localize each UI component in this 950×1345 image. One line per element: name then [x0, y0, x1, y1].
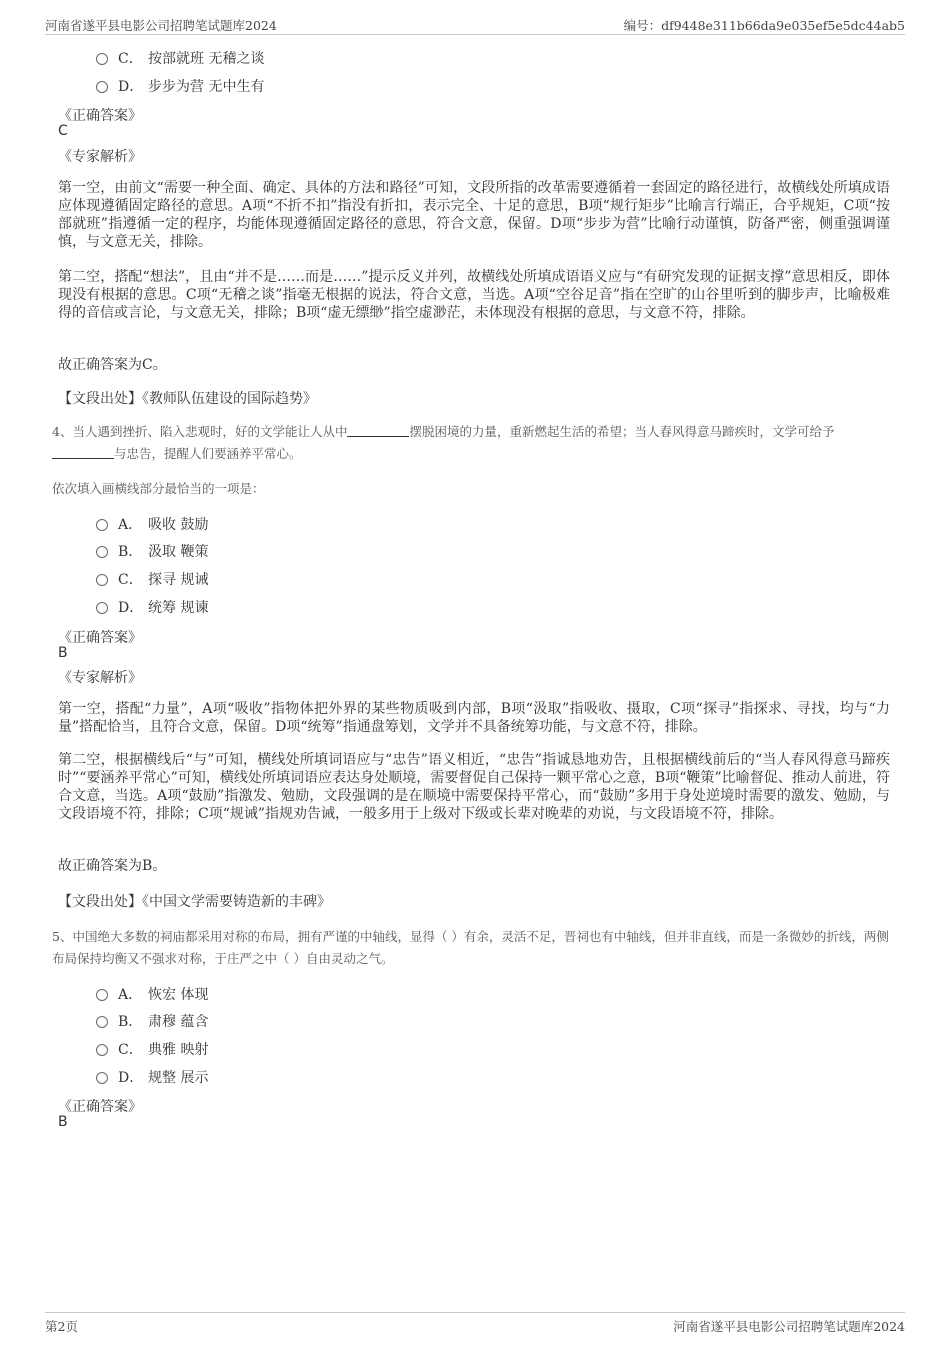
option-a[interactable] [96, 984, 208, 1004]
answer-value: C [58, 123, 68, 139]
source-citation: 【文段出处】《中国文学需要铸造新的丰碑》 [58, 894, 331, 910]
answer-label: 《正确答案》 [58, 108, 142, 124]
option-c[interactable] [96, 569, 208, 589]
radio-icon[interactable] [96, 81, 108, 93]
source-citation: 【文段出处】《教师队伍建设的国际趋势》 [58, 391, 317, 407]
option-text: 探寻 规诫 [148, 572, 209, 588]
page-number: 第2页 [45, 1319, 78, 1334]
option-letter: C． [118, 1042, 143, 1058]
answer-value: B [58, 645, 68, 661]
option-d[interactable] [96, 597, 208, 617]
stem-part: 与忠告，提醒人们要涵养平常心。 [114, 446, 302, 461]
option-text: 肃穆 蕴含 [148, 1014, 209, 1030]
answer-label: 《正确答案》 [58, 1099, 142, 1115]
page-header [45, 14, 905, 35]
option-b[interactable] [96, 1011, 208, 1031]
radio-icon[interactable] [96, 546, 108, 558]
question-instruction: 依次填入画横线部分最恰当的一项是： [52, 481, 265, 496]
radio-icon[interactable] [96, 574, 108, 586]
option-letter: B． [118, 544, 143, 560]
radio-icon[interactable] [96, 53, 108, 65]
option-text: 典雅 映射 [148, 1042, 209, 1058]
answer-value: B [58, 1114, 68, 1130]
question-stem [52, 421, 897, 465]
radio-icon[interactable] [96, 519, 108, 531]
radio-icon[interactable] [96, 989, 108, 1001]
header-code [624, 16, 905, 34]
option-c[interactable] [96, 1039, 208, 1059]
analysis-paragraph: 第一空，由前文“需要一种全面、确定、具体的方法和路径”可知，文段所指的改革需要遵循着一套固定的路径进行，故横线处所填成语应体现遵循固定路径的意思。A项“不折不扣”指没有折扣，表示完全、十足的意思，B项“规行矩步”比喻言行端正，合乎规矩，C项“按部就班”指遵循一定的程序，均能体现遵循固定路径的意思，符合文意，保留。D项“步步为营”比喻行动谨慎，防备严密，侧重强调谨慎，与文意无关，排除。 [58, 180, 890, 250]
option-text: 吸收 鼓励 [148, 517, 209, 533]
option-letter: A． [118, 517, 143, 533]
option-letter: C． [118, 51, 143, 67]
header-code-label: 编号： [623, 18, 662, 33]
blank-line [52, 445, 114, 459]
header-code-value: df9448e311b66da9e035ef5e5dc44ab5 [661, 18, 905, 33]
blank-line [347, 423, 409, 437]
analysis-label: 《专家解析》 [58, 149, 142, 165]
option-text: 步步为营 无中生有 [148, 79, 265, 95]
analysis-paragraph: 第二空，根据横线后“与”可知，横线处所填词语应与“忠告”语义相近，“忠告”指诚恳地劝告，且根据横线前后的“当人春风得意马蹄疾时”“要涵养平常心”可知，横线处所填词语应表达身处顺境，需要督促自己保持一颗平常心之意，B项“鞭策”比喻督促、推动人前进，符合文意，当选。A项“鼓励”指激发、勉励，文段强调的是在顺境中需要保持平常心，而“鼓励”多用于身处逆境时需要的激发、勉励，与文段语境不符，排除；C项“规诫”指规劝告诫，一般多用于上级对下级或长辈对晚辈的劝说，与文段语境不符，排除。 [58, 752, 890, 822]
radio-icon[interactable] [96, 1044, 108, 1056]
radio-icon[interactable] [96, 1072, 108, 1084]
option-text: 统筹 规谏 [148, 600, 209, 616]
analysis-paragraph: 第一空，搭配“力量”，A项“吸收”指物体把外界的某些物质吸到内部，B项“汲取”指吸收、摄取，C项“探寻”指探求、寻找，均与“力量”搭配恰当，且符合文意，保留。D项“统筹”指通盘筹划，文学并不具备统筹功能，与文意不符，排除。 [58, 701, 890, 735]
conclusion: 故正确答案为B。 [58, 858, 167, 874]
page-footer [45, 1312, 905, 1335]
answer-label: 《正确答案》 [58, 630, 142, 646]
option-text: 按部就班 无稽之谈 [148, 51, 265, 67]
header-title: 河南省遂平县电影公司招聘笔试题库2024 [45, 18, 277, 33]
analysis-label: 《专家解析》 [58, 670, 142, 686]
footer-title: 河南省遂平县电影公司招聘笔试题库2024 [673, 1319, 905, 1334]
stem-part: 摆脱困境的力量，重新燃起生活的希望；当人春风得意马蹄疾时，文学可给予 [409, 424, 835, 439]
option-a[interactable] [96, 514, 208, 534]
option-letter: A． [118, 987, 143, 1003]
option-c[interactable] [96, 48, 264, 68]
option-text: 恢宏 体现 [148, 987, 209, 1003]
option-letter: B． [118, 1014, 143, 1030]
option-letter: D． [118, 79, 144, 95]
question-stem: 5、中国绝大多数的祠庙都采用对称的布局，拥有严谨的中轴线，显得（ ）有余，灵活不足，晋祠也有中轴线，但并非直线，而是一条微妙的折线，两侧布局保持均衡又不强求对称，于庄严之中（ ）自由灵动之气。 [52, 929, 889, 966]
option-letter: C． [118, 572, 143, 588]
option-d[interactable] [96, 76, 264, 96]
option-b[interactable] [96, 541, 208, 561]
radio-icon[interactable] [96, 602, 108, 614]
option-letter: D． [118, 600, 144, 616]
stem-part: 4、当人遇到挫折、陷入悲观时，好的文学能让人从中 [52, 424, 348, 439]
option-d[interactable] [96, 1067, 208, 1087]
conclusion: 故正确答案为C。 [58, 357, 167, 373]
option-letter: D． [118, 1070, 144, 1086]
analysis-paragraph: 第二空，搭配“想法”，且由“并不是……而是……”提示反义并列，故横线处所填成语语义应与“有研究发现的证据支撑”意思相反，即体现没有根据的意思。C项“无稽之谈”指毫无根据的说法，符合文意，当选。A项“空谷足音”指在空旷的山谷里听到的脚步声，比喻极难得的音信或言论，与文意无关，排除；B项“虚无缥缈”指空虚渺茫，未体现没有根据的意思，与文意不符，排除。 [58, 269, 890, 321]
option-text: 规整 展示 [148, 1070, 209, 1086]
option-text: 汲取 鞭策 [148, 544, 209, 560]
radio-icon[interactable] [96, 1016, 108, 1028]
